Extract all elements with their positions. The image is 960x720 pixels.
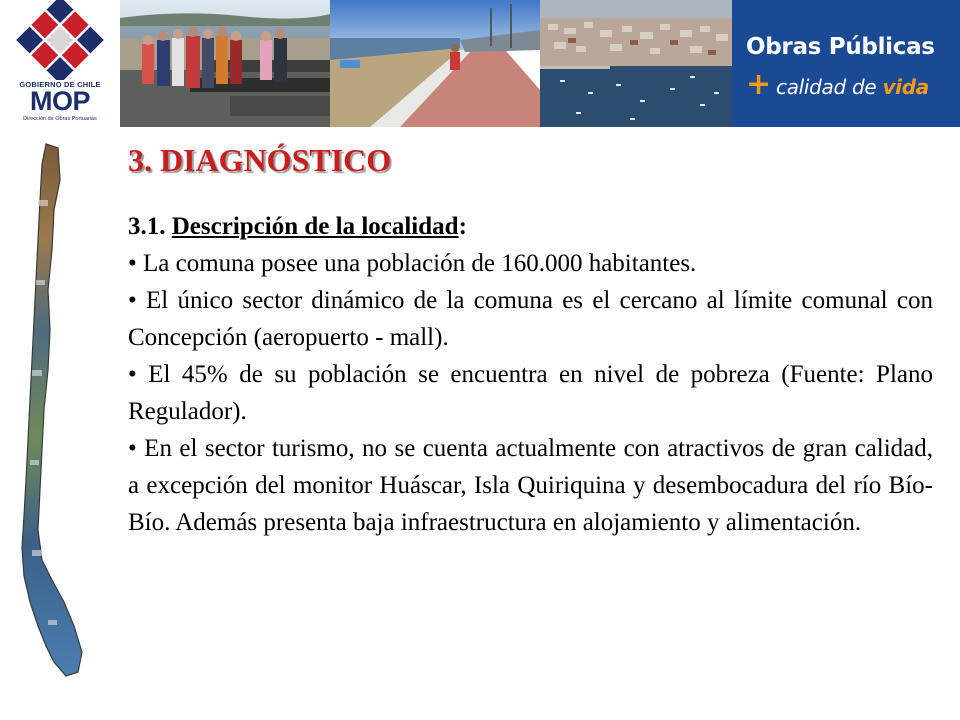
bullet-item: • El 45% de su población se encuentra en nivel de pobreza (Fuente: Plano Regulador). (128, 361, 933, 425)
obras-publicas-banner (732, 0, 960, 127)
bullet-item: • El único sector dinámico de la comuna es el cercano al límite comunal con Concepción (aeropuerto - mall). (128, 287, 933, 351)
subheading-number: 3.1. (128, 213, 166, 240)
mop-acronym: MOP (29, 86, 90, 116)
photo-aerial-harbor (540, 0, 732, 127)
subheading-text: Descripción de la localidad (171, 213, 459, 240)
bullet-item: • En el sector turismo, no se cuenta actualmente con atractivos de gran calidad, a excepción del monitor Huáscar, Isla Quiriquina y desembocadura del río Bío-Bío. Además presenta baja infraestructura en alojamiento y alimentación. (128, 435, 933, 536)
photo-children-shore (120, 0, 330, 127)
plus-icon: + (746, 67, 772, 102)
direccion-label: Dirección de Obras Portuarias (23, 116, 97, 122)
banner-title: Obras Públicas (746, 34, 935, 60)
chile-map-icon (8, 140, 86, 680)
banner-slogan-part: calidad de (776, 75, 883, 99)
mop-logo (0, 0, 120, 127)
gobierno-label: GOBIERNO DE CHILE (19, 80, 101, 89)
mop-logo-emblem (0, 0, 120, 80)
banner-slogan-highlight: vida (882, 75, 929, 99)
slide-content (128, 208, 933, 541)
photo-promenade (330, 0, 540, 127)
subheading-colon: : (458, 213, 467, 240)
page-title: 3. DIAGNÓSTICO (128, 142, 392, 178)
banner-slogan (776, 75, 929, 99)
bullet-item: • La comuna posee una población de 160.000 habitantes. (128, 250, 697, 277)
header (0, 0, 960, 127)
section-subheading (128, 208, 933, 245)
